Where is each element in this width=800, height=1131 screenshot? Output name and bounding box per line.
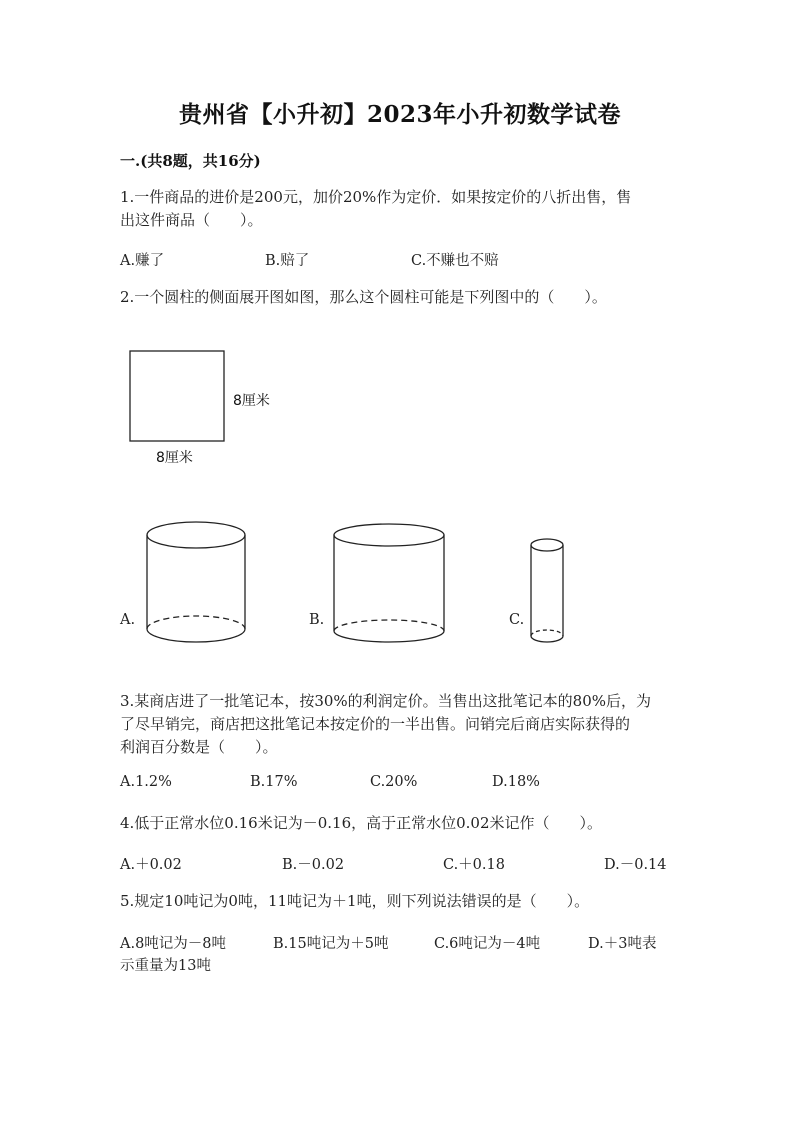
question-2-option-a: A. — [120, 612, 136, 628]
question-1-line-2: 出这件商品（ ）。 — [120, 211, 263, 229]
question-5-text: 5.规定10吨记为0吨，11吨记为＋1吨，则下列说法错误的是（ ）。 — [120, 892, 590, 910]
question-5-option-d-continued: 示重量为13吨 — [120, 958, 211, 974]
question-3-option-a: A.1.2% — [120, 774, 172, 790]
question-3-option-c: C.20% — [370, 774, 418, 790]
side-length-label: 8厘米 — [233, 393, 270, 409]
question-4-text: 4.低于正常水位0.16米记为－0.16，高于正常水位0.02米记作（ ）。 — [120, 814, 603, 832]
question-3-text — [120, 690, 651, 759]
question-5-option-c: C.6吨记为－4吨 — [434, 936, 541, 952]
cylinder-a — [147, 522, 245, 642]
question-1-option-c: C.不赚也不赔 — [411, 253, 499, 269]
question-4-option-b: B.－0.02 — [282, 857, 345, 873]
question-2-text: 2.一个圆柱的侧面展开图如图，那么这个圆柱可能是下列图中的（ ）。 — [120, 288, 607, 306]
question-5-option-b: B.15吨记为＋5吨 — [273, 936, 389, 952]
question-3-line-1: 3.某商店进了一批笔记本，按30%的利润定价。当售出这批笔记本的80%后，为 — [120, 692, 651, 710]
question-4-option-d: D.－0.14 — [604, 857, 667, 873]
question-1-option-b: B.赔了 — [265, 253, 310, 269]
question-4-option-c: C.＋0.18 — [443, 857, 505, 873]
question-1-line-1: 1.一件商品的进价是200元，加价20%作为定价．如果按定价的八折出售，售 — [120, 188, 632, 206]
question-2-option-b: B. — [309, 612, 325, 628]
question-5-option-a: A.8吨记为－8吨 — [120, 936, 227, 952]
question-3-option-d: D.18% — [492, 774, 540, 790]
question-3-line-2: 了尽早销完，商店把这批笔记本按定价的一半出售。问销完后商店实际获得的 — [120, 715, 631, 733]
cylinder-b — [334, 524, 444, 642]
question-1-option-a: A.赚了 — [120, 253, 165, 269]
page-title: 贵州省【小升初】2023年小升初数学试卷 — [178, 101, 621, 128]
question-4-option-a: A.＋0.02 — [120, 857, 182, 873]
question-3-line-3: 利润百分数是（ ）。 — [120, 738, 278, 756]
question-3-option-b: B.17% — [250, 774, 298, 790]
cylinder-c — [531, 539, 563, 642]
section-heading: 一.(共8题，共16分) — [120, 152, 261, 170]
question-2-option-c: C. — [509, 612, 525, 628]
bottom-length-label: 8厘米 — [156, 450, 193, 466]
question-5-option-d: D.＋3吨表 — [588, 936, 657, 952]
